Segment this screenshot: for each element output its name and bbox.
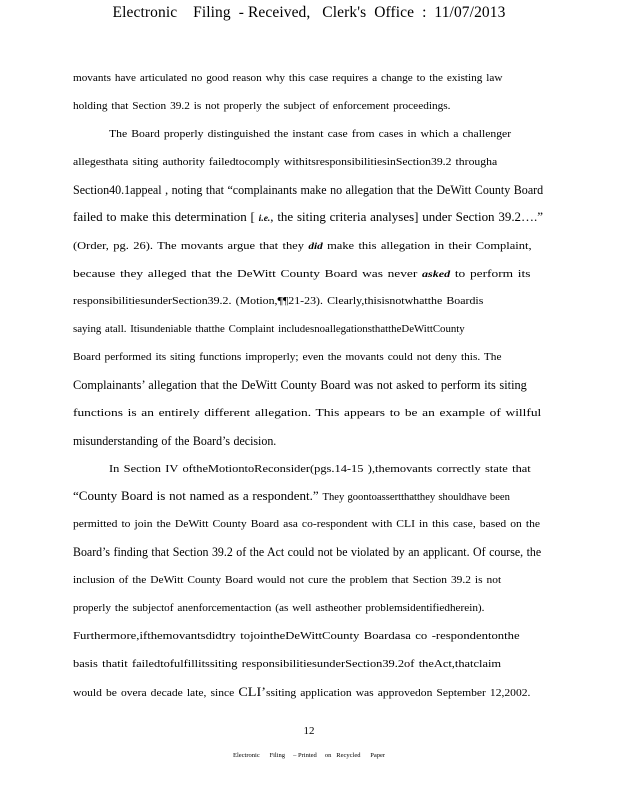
body-line: permitted to join the DeWitt County Board asa co-respondent with CLI in this case, based on the [73, 519, 541, 530]
footer-note: Electronic Filing – Printed on Recycled Paper [233, 752, 385, 759]
body-line: misunderstanding of the Board’s decision. [73, 434, 277, 448]
body-line: Section40.1appeal , noting that “complainants make no allegation that the DeWitt County Board [73, 183, 544, 197]
body-line: properly the subjectof anenforcementaction (as well astheother problemsidentifiedherein). [73, 603, 485, 614]
body-line: holding that Section 39.2 is not properly the subject of enforcement proceedings. [73, 101, 451, 112]
body-line: allegesthata siting authority failedtocomply withitsresponsibilitiesinSection39.2 througha [73, 157, 498, 168]
body-line: responsibilitiesunderSection39.2. (Motion,¶¶21-23). Clearly,thisisnotwhatthe Boardis [73, 296, 484, 307]
body-line: movants have articulated no good reason why this case requires a change to the existing law [73, 73, 503, 84]
body-line: because they alleged that the DeWitt County Board was never asked to perform its [73, 269, 531, 280]
body-line: In Section IV oftheMotiontoReconsider(pgs.14-15 ),themovants correctly state that [109, 464, 531, 475]
body-line: would be overa decade late, since CLI’ssiting application was approvedon September 12,2002. [73, 685, 531, 699]
body-line: Complainants’ allegation that the DeWitt County Board was not asked to perform its siting [73, 378, 527, 392]
body-line: Furthermore,ifthemovantsdidtry tojointheDeWittCounty Boardasa co -respondentonthe [73, 631, 520, 642]
body-line: saying atall. Itisundeniable thatthe Complaint includesnoallegationsthattheDeWittCounty [73, 324, 465, 335]
body-line: inclusion of the DeWitt County Board would not cure the problem that Section 39.2 is not [73, 575, 502, 586]
body-line: functions is an entirely different allegation. This appears to be an example of willful [73, 408, 542, 419]
body-line: Board’s finding that Section 39.2 of the Act could not be violated by an applicant. Of course, the [73, 545, 542, 559]
page-number: 12 [303, 725, 315, 737]
body-line: The Board properly distinguished the instant case from cases in which a challenger [109, 129, 512, 140]
body-line: basis thatit failedtofulfillitssiting responsibilitiesunderSection39.2of theAct,thatclaim [73, 659, 502, 670]
body-line: “County Board is not named as a respondent.” They goontoassertthatthey shouldhave been [73, 489, 510, 503]
body-line: Board performed its siting functions improperly; even the movants could not deny this. The [73, 352, 502, 363]
body-line: failed to make this determination [ i.e., the siting criteria analyses] under Section 39.2….” [73, 210, 544, 224]
body-line: (Order, pg. 26). The movants argue that they did make this allegation in their Complaint, [73, 241, 532, 252]
filing-header: Electronic Filing - Received, Clerk's Office : 11/07/2013 [112, 4, 506, 21]
